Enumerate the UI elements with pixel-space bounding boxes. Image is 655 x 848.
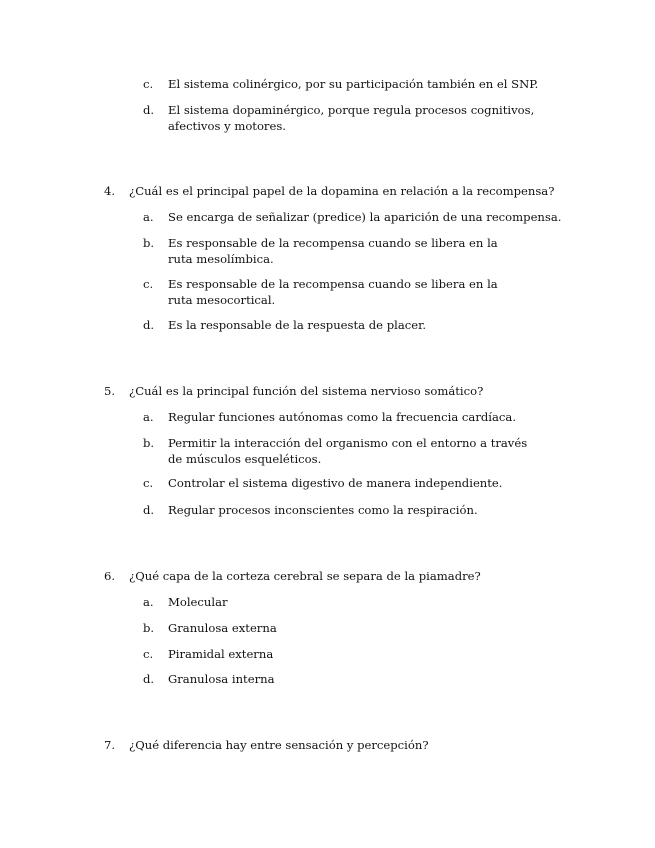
option-text: El sistema colinérgico, por su participación también en el SNP. — [168, 77, 539, 91]
question-text: ¿Cuál es el principal papel de la dopamina en relación a la recompensa? — [129, 184, 555, 198]
option-text: Permitir la interacción del organismo con el entorno a través de músculos esqueléticos. — [168, 436, 528, 466]
question-number: 5. — [104, 384, 116, 398]
option-letter: b. — [143, 436, 155, 450]
option-text: Es responsable de la recompensa cuando se libera en la ruta mesocortical. — [168, 277, 498, 307]
option-letter: c. — [143, 476, 154, 490]
option-text: Granulosa interna — [168, 672, 275, 686]
option-text: Granulosa externa — [168, 621, 277, 635]
option-letter: a. — [143, 210, 154, 224]
option-letter: b. — [143, 236, 155, 250]
question-number: 6. — [104, 569, 116, 583]
option-letter: b. — [143, 621, 155, 635]
option-letter: a. — [143, 595, 154, 609]
option-text: Se encarga de señalizar (predice) la aparición de una recompensa. — [168, 210, 562, 224]
option-text: Regular procesos inconscientes como la respiración. — [168, 503, 478, 517]
option-text: Es la responsable de la respuesta de placer. — [168, 318, 427, 332]
option-text: Controlar el sistema digestivo de manera independiente. — [168, 476, 503, 490]
option-text: Es responsable de la recompensa cuando se libera en la ruta mesolímbica. — [168, 236, 498, 266]
question-text: ¿Cuál es la principal función del sistema nervioso somático? — [129, 384, 484, 398]
option-letter: d. — [143, 503, 155, 517]
option-text: Piramidal externa — [168, 647, 274, 661]
option-letter: a. — [143, 410, 154, 424]
option-text: Molecular — [168, 595, 228, 609]
question-text: ¿Qué capa de la corteza cerebral se separa de la piamadre? — [129, 569, 481, 583]
question-number: 7. — [104, 738, 116, 752]
option-letter: c. — [143, 647, 154, 661]
option-letter: c. — [143, 277, 154, 291]
option-letter: c. — [143, 77, 154, 91]
question-text: ¿Qué diferencia hay entre sensación y percepción? — [129, 738, 429, 752]
option-letter: d. — [143, 103, 155, 117]
option-text: El sistema dopaminérgico, porque regula procesos cognitivos, afectivos y motores. — [168, 103, 535, 133]
option-letter: d. — [143, 318, 155, 332]
question-number: 4. — [104, 184, 116, 198]
option-letter: d. — [143, 672, 155, 686]
option-text: Regular funciones autónomas como la frecuencia cardíaca. — [168, 410, 516, 424]
